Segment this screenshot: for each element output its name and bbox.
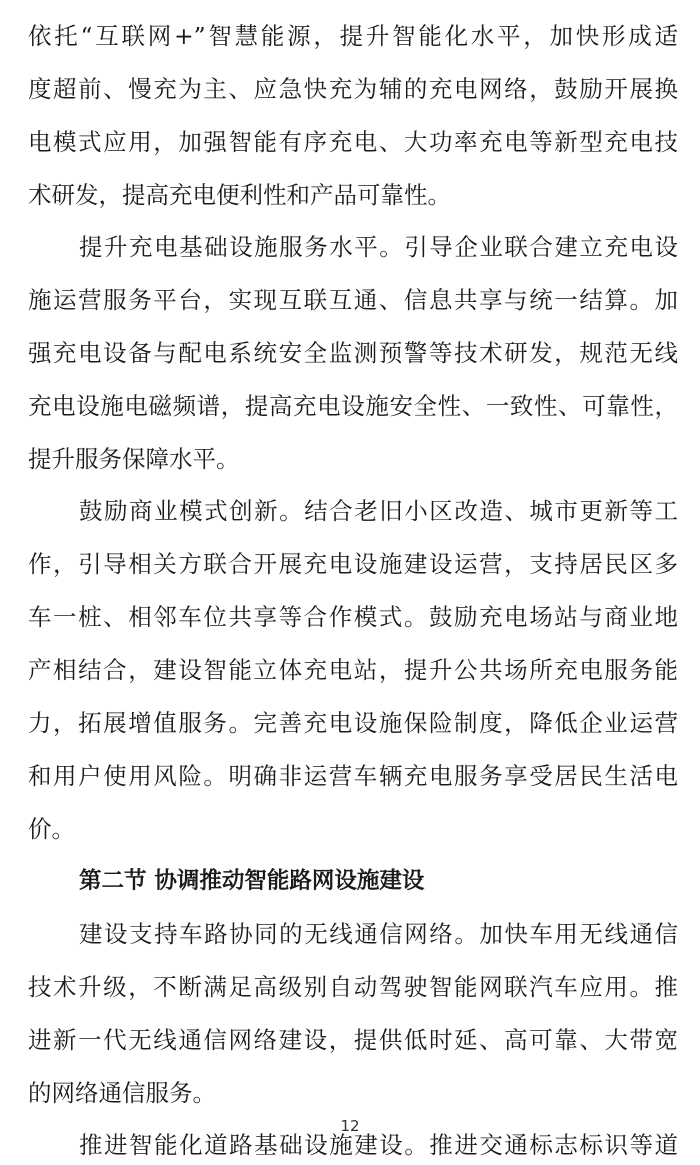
text-line: 力，拓展增值服务。完善充电设施保险制度，降低企业运营 bbox=[28, 709, 678, 737]
text-line: 作，引导相关方联合开展充电设施建设运营，支持居民区多 bbox=[28, 550, 678, 578]
paragraph-first-line: 建设支持车路协同的无线通信网络。加快车用无线通信 bbox=[79, 920, 678, 948]
text-line: 依托“互联网+”智慧能源，提升智能化水平，加快形成适 bbox=[28, 22, 678, 50]
section-heading: 第二节 协调推动智能路网设施建设 bbox=[79, 868, 425, 894]
text-line: 的网络通信服务。 bbox=[28, 1079, 216, 1107]
text-line: 电模式应用，加强智能有序充电、大功率充电等新型充电技 bbox=[28, 128, 678, 156]
text-line: 技术升级，不断满足高级别自动驾驶智能网联汽车应用。推 bbox=[28, 973, 678, 1001]
text-line: 车一桩、相邻车位共享等合作模式。鼓励充电场站与商业地 bbox=[28, 603, 678, 631]
paragraph-first-line: 鼓励商业模式创新。结合老旧小区改造、城市更新等工 bbox=[79, 497, 678, 525]
page-number: 12 bbox=[340, 1117, 360, 1135]
text-line: 产相结合，建设智能立体充电站，提升公共场所充电服务能 bbox=[28, 656, 678, 684]
text-line: 强充电设备与配电系统安全监测预警等技术研发，规范无线 bbox=[28, 339, 678, 367]
paragraph-first-line: 提升充电基础设施服务水平。引导企业联合建立充电设 bbox=[79, 233, 678, 261]
text-line: 施运营服务平台，实现互联互通、信息共享与统一结算。加 bbox=[28, 286, 678, 314]
text-line: 和用户使用风险。明确非运营车辆充电服务享受居民生活电 bbox=[28, 762, 678, 790]
text-line: 充电设施电磁频谱，提高充电设施安全性、一致性、可靠性， bbox=[28, 392, 678, 420]
text-line: 价。 bbox=[28, 815, 75, 843]
text-line: 提升服务保障水平。 bbox=[28, 445, 240, 473]
text-line: 度超前、慢充为主、应急快充为辅的充电网络，鼓励开展换 bbox=[28, 75, 678, 103]
paragraph-first-line: 推进智能化道路基础设施建设。推进交通标志标识等道 bbox=[79, 1131, 678, 1159]
text-line: 进新一代无线通信网络建设，提供低时延、高可靠、大带宽 bbox=[28, 1026, 678, 1054]
text-line: 术研发，提高充电便利性和产品可靠性。 bbox=[28, 181, 451, 209]
